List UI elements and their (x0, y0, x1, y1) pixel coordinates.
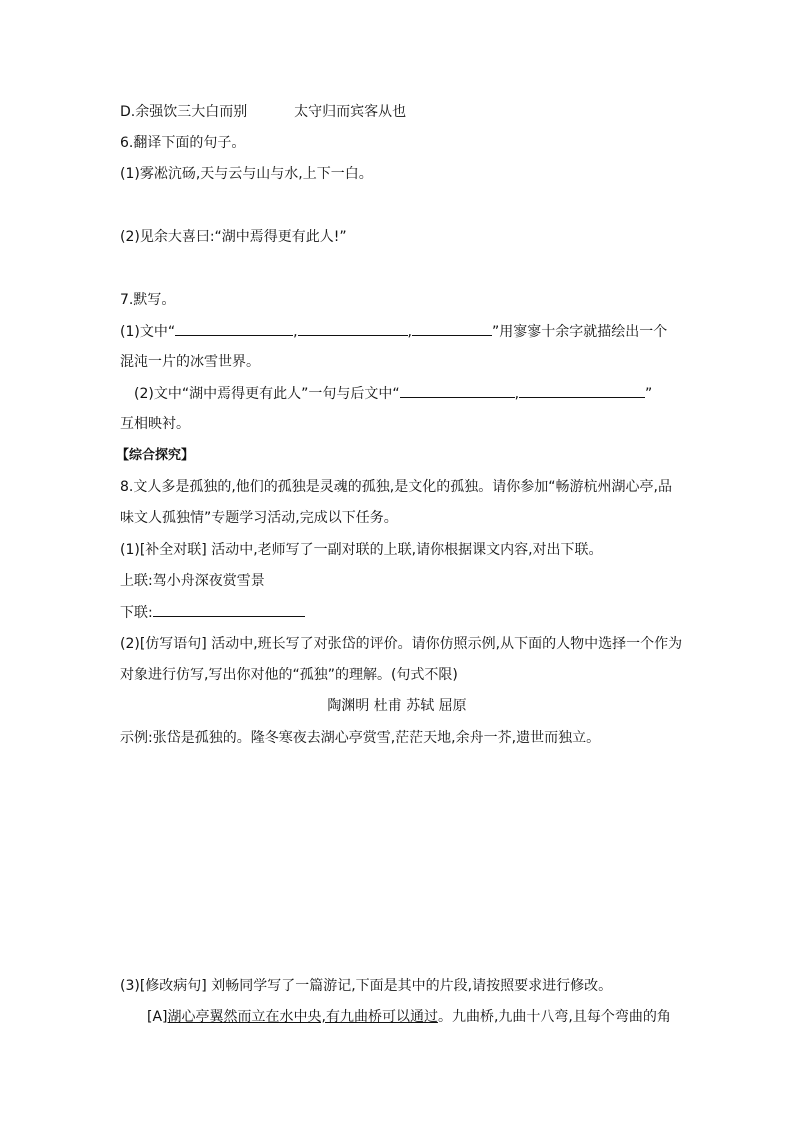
question-8-3: (3)[修改病句] 刘畅同学写了一篇游记,下面是其中的片段,请按照要求进行修改。 (120, 978, 613, 994)
option-d (120, 102, 406, 122)
q7-1-suffix: ”用寥寥十余字就描绘出一个 (492, 324, 668, 340)
passage-rest: 。九曲桥,九曲十八弯,且每个弯曲的角 (437, 1009, 671, 1025)
q7-1-comma-1: , (293, 324, 298, 340)
passage-line (147, 1007, 671, 1027)
q7-1-comma-2: , (407, 324, 412, 340)
fill-blank-2[interactable] (298, 321, 408, 336)
option-d-right: 太守归而宾客从也 (294, 104, 407, 120)
example-sentence: 示例:张岱是孤独的。隆冬寒夜去湖心亭赏雪,茫茫天地,余舟一芥,遗世而独立。 (120, 730, 601, 746)
question-8-2-line-2: 对象进行仿写,写出你对他的“孤独”的理解。(句式不限) (120, 667, 458, 683)
q7-2-comma: , (514, 386, 520, 402)
people-list: 陶渊明 杜甫 苏轼 屈原 (327, 698, 467, 714)
question-8-2-line-1: (2)[仿写语句] 活动中,班长写了对张岱的评价。请你仿照示例,从下面的人物中选择一个作为 (120, 636, 683, 652)
couplet-lower-label: 下联: (120, 605, 153, 621)
question-7-2-cont: 互相映衬。 (120, 416, 190, 432)
question-7: 7.默写。 (120, 292, 176, 308)
question-6: 6.翻译下面的句子。 (120, 135, 246, 151)
question-7-2 (134, 383, 652, 404)
couplet-upper: 上联:驾小舟深夜赏雪景 (120, 573, 265, 589)
question-6-1: (1)雾凇沆砀,天与云与山与水,上下一白。 (120, 166, 373, 182)
fill-blank-3[interactable] (412, 321, 492, 336)
section-heading: 【综合探究】 (116, 448, 195, 463)
question-8-line-2: 味文人孤独情”专题学习活动,完成以下任务。 (120, 510, 398, 526)
question-8-1: (1)[补全对联] 活动中,老师写了一副对联的上联,请你根据课文内容,对出下联。 (120, 542, 603, 558)
fill-blank-couplet[interactable] (153, 602, 305, 617)
passage-marker: [A] (147, 1009, 168, 1025)
question-6-2: (2)见余大喜曰:“湖中焉得更有此人!” (120, 229, 347, 245)
question-8-line-1: 8.文人多是孤独的,他们的孤独是灵魂的孤独,是文化的孤独。请你参加“畅游杭州湖心亭,品 (120, 479, 672, 495)
question-7-1-cont: 混沌一片的冰雪世界。 (120, 354, 260, 370)
question-7-1 (120, 321, 667, 342)
q7-2-suffix: ” (645, 386, 653, 402)
fill-blank-5[interactable] (519, 383, 645, 398)
fill-blank-4[interactable] (400, 383, 515, 398)
q7-2-prefix: (2)文中“湖中焉得更有此人”一句与后文中“ (134, 386, 400, 402)
passage-underlined: 湖心亭翼然而立在水中央,有九曲桥可以通过 (167, 1009, 438, 1025)
q7-1-prefix: (1)文中“ (120, 324, 176, 340)
couplet-lower (120, 602, 305, 623)
option-d-left: D.余强饮三大白而别 (120, 104, 248, 120)
fill-blank-1[interactable] (175, 321, 293, 336)
